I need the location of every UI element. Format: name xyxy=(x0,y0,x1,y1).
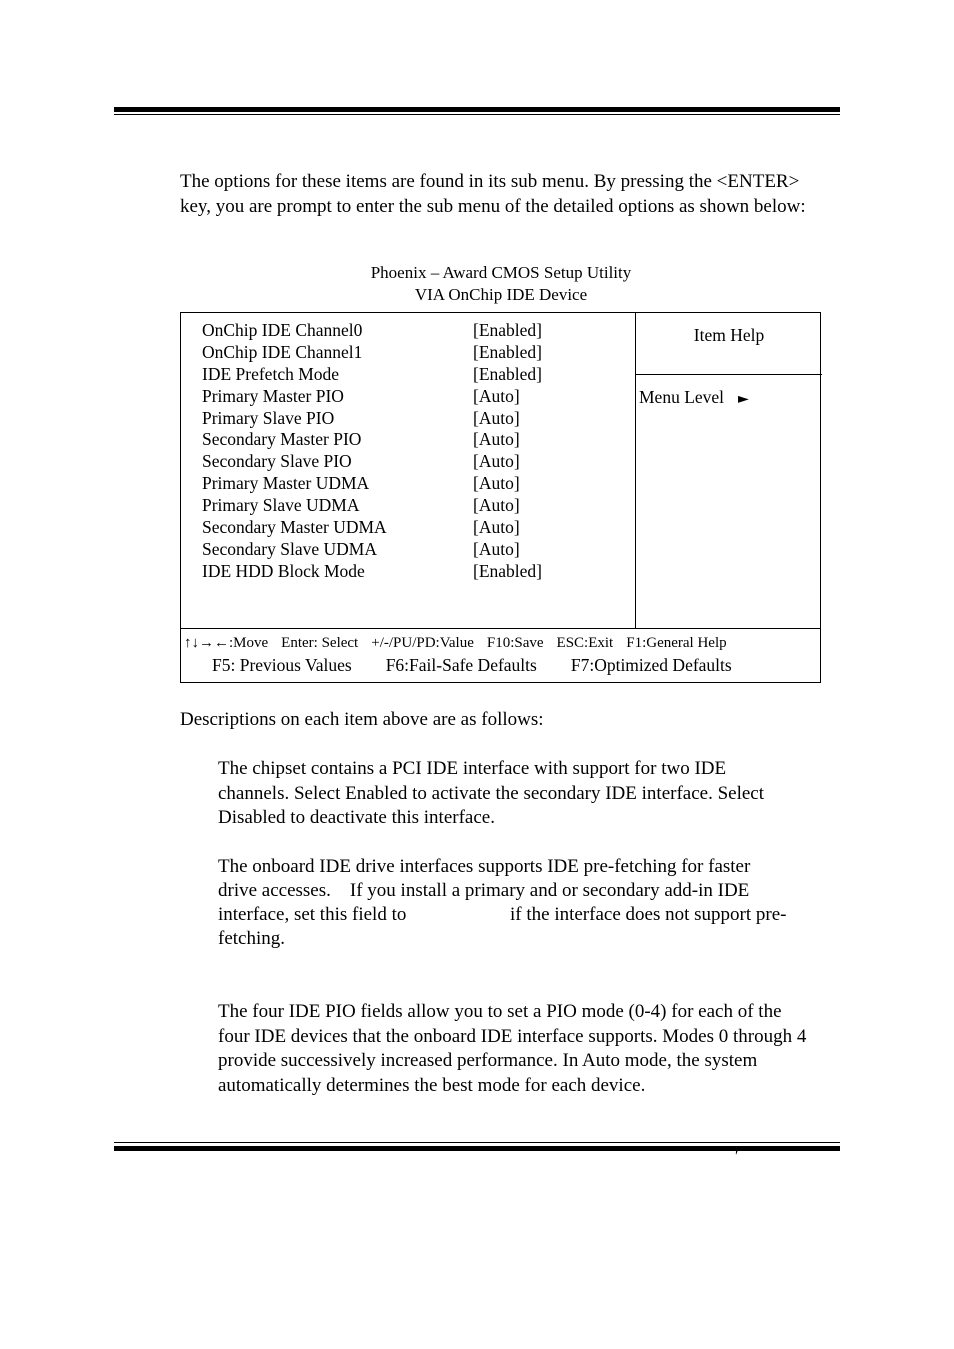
header-rule-thick xyxy=(114,107,840,112)
key-general-help: F1:General Help xyxy=(626,635,727,651)
key-fail-safe-defaults: F6:Fail-Safe Defaults xyxy=(385,655,537,675)
bios-item-value[interactable]: [Auto] xyxy=(473,495,520,516)
bios-item-primary-master-pio[interactable] xyxy=(202,386,622,408)
bios-item-ide-channel1[interactable] xyxy=(202,342,622,364)
desc-prefetch-line2: drive accesses. If you install a primary and or secondary add-in IDE xyxy=(218,880,750,901)
bios-item-value[interactable]: [Auto] xyxy=(473,451,520,472)
bios-item-value[interactable]: [Enabled] xyxy=(473,320,542,340)
bios-item-primary-slave-pio[interactable] xyxy=(202,408,622,430)
bios-item-secondary-master-pio[interactable] xyxy=(202,429,622,451)
footer-mark: ′ xyxy=(735,1148,739,1165)
key-legend-line2 xyxy=(212,655,732,676)
bios-item-label: Primary Slave UDMA xyxy=(202,495,360,516)
bios-item-label: OnChip IDE Channel1 xyxy=(202,341,363,362)
bios-item-ide-channel0[interactable] xyxy=(202,320,622,342)
descriptions-heading: Descriptions on each item above are as follows: xyxy=(180,709,544,730)
bios-subtitle: VIA OnChip IDE Device xyxy=(414,285,588,304)
bios-item-label: IDE HDD Block Mode xyxy=(202,560,365,581)
bios-item-primary-slave-udma[interactable] xyxy=(202,495,622,517)
bios-item-label: Primary Slave PIO xyxy=(202,407,335,428)
item-help-title: Item Help xyxy=(693,325,765,345)
bios-item-label: Primary Master PIO xyxy=(202,385,344,406)
bios-item-label: Secondary Master UDMA xyxy=(202,517,387,538)
key-move: ↑↓→←:Move xyxy=(184,635,269,651)
bios-help-divider xyxy=(636,374,822,375)
bios-item-label: Secondary Slave PIO xyxy=(202,451,352,472)
bios-item-value[interactable]: [Auto] xyxy=(473,538,520,559)
bios-item-label: OnChip IDE Channel0 xyxy=(202,320,363,340)
key-save: F10:Save xyxy=(486,635,544,651)
key-value: +/-/PU/PD:Value xyxy=(371,635,474,651)
bios-item-value[interactable]: [Auto] xyxy=(473,407,520,428)
desc-prefetch-line3b: if the interface does not support pre- xyxy=(510,904,787,925)
bios-item-primary-master-udma[interactable] xyxy=(202,473,622,495)
desc-prefetch-line4: fetching. xyxy=(218,928,286,949)
key-legend-line1 xyxy=(184,635,727,652)
header-rule-thin xyxy=(114,114,840,115)
bios-item-value[interactable]: [Auto] xyxy=(473,473,520,494)
footer-rule-thin xyxy=(114,1142,840,1143)
desc-prefetch-line3a: interface, set this field to xyxy=(218,904,407,925)
bios-item-secondary-slave-pio[interactable] xyxy=(202,451,622,473)
key-previous-values: F5: Previous Values xyxy=(212,655,352,675)
bios-item-hdd-block-mode[interactable] xyxy=(202,561,622,583)
bios-item-list xyxy=(202,320,622,583)
bios-item-prefetch-mode[interactable] xyxy=(202,364,622,386)
bios-item-value[interactable]: [Auto] xyxy=(473,385,520,406)
bios-divider-horizontal xyxy=(181,628,820,629)
key-exit: ESC:Exit xyxy=(556,635,614,651)
key-select: Enter: Select xyxy=(281,635,359,651)
bios-item-value[interactable]: [Enabled] xyxy=(473,560,542,581)
bios-divider-vertical xyxy=(635,313,636,628)
bios-item-secondary-slave-udma[interactable] xyxy=(202,539,622,561)
bios-item-value[interactable]: [Enabled] xyxy=(473,341,542,362)
bios-item-label: Secondary Master PIO xyxy=(202,429,362,450)
desc-prefetch-line1: The onboard IDE drive interfaces supports IDE pre-fetching for faster xyxy=(218,856,751,877)
bios-item-label: Secondary Slave UDMA xyxy=(202,538,377,559)
bios-item-secondary-master-udma[interactable] xyxy=(202,517,622,539)
menu-level-label: Menu Level xyxy=(639,387,725,407)
desc-ide-channel: The chipset contains a PCI IDE interface with support for two IDE channels. Select Enabled to activate the secondary IDE interface. Select Disabled to deactivate this interface. xyxy=(218,758,764,828)
menu-level xyxy=(639,387,749,408)
bios-item-label: Primary Master UDMA xyxy=(202,473,370,494)
footer-rule-thick xyxy=(114,1146,840,1151)
bios-title: Phoenix – Award CMOS Setup Utility xyxy=(370,263,632,282)
bios-setup-screen xyxy=(180,312,821,683)
bios-item-value[interactable]: [Auto] xyxy=(473,517,520,538)
intro-paragraph: The options for these items are found in its sub menu. By pressing the <ENTER> key, you are prompt to enter the sub menu of the detailed options as shown below: xyxy=(180,171,806,217)
desc-pio-mode: The four IDE PIO fields allow you to set a PIO mode (0-4) for each of the four IDE devices that the onboard IDE interface supports. Modes 0 through 4 provide successively increased performance. In Auto mode, the system automatically determines the best mode for each device. xyxy=(218,1001,807,1096)
bios-item-value[interactable]: [Enabled] xyxy=(473,363,542,384)
triangle-right-icon: ► xyxy=(738,391,749,407)
bios-item-label: IDE Prefetch Mode xyxy=(202,363,340,384)
bios-item-value[interactable]: [Auto] xyxy=(473,429,520,450)
key-optimized-defaults: F7:Optimized Defaults xyxy=(570,655,732,675)
